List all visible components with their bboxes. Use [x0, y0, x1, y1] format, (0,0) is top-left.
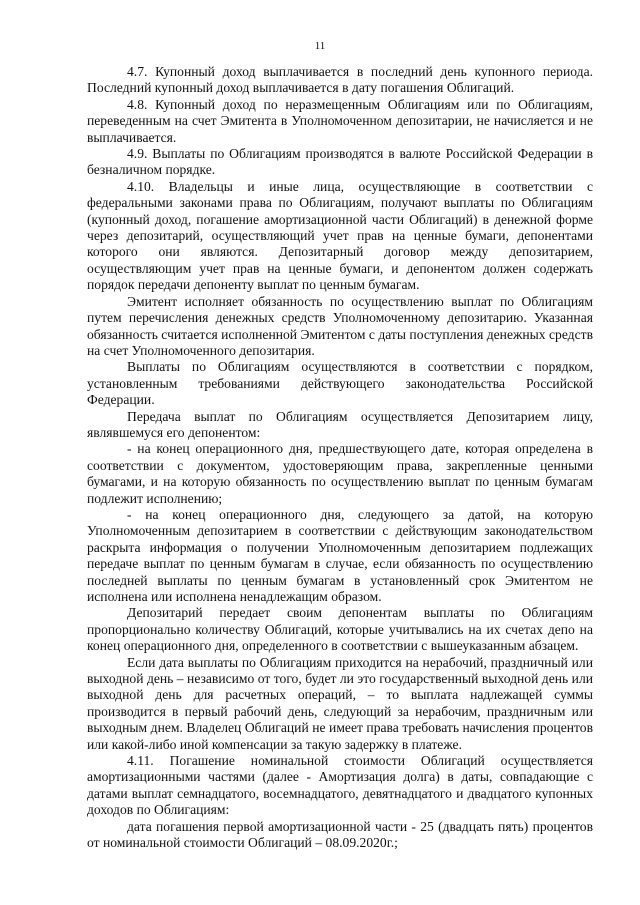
paragraph-issuer-obligation: Эмитент исполняет обязанность по осуществлению выплат по Облигациям путем перечисления денежных средств Уполномоченному депозитарию. Указанная обязанность считается исполненной Эмитентом с даты поступления денежных средств на счет Уполномоченного депозитария.: [87, 293, 593, 358]
document-body: [87, 64, 593, 852]
paragraph-4-11: 4.11. Погашение номинальной стоимости Облигаций осуществляется амортизационными частями (далее - Амортизация долга) в даты, совпадающие с датами выплат семнадцатого, восемнадцатого, девятнадцатого и двадцатого купонных доходов по Облигациям:: [87, 753, 593, 818]
paragraph-depositary-transfer: Депозитарий передает своим депонентам выплаты по Облигациям пропорционально количеству Облигаций, которые учитывались на их счетах депо на конец операционного дня, определенного в соответствии с вышеуказанным абзацем.: [87, 605, 593, 654]
paragraph-payments-order: Выплаты по Облигациям осуществляются в соответствии с порядком, установленным требованиями действующего законодательства Российской Федерации.: [87, 359, 593, 408]
paragraph-4-10: 4.10. Владельцы и иные лица, осуществляющие в соответствии с федеральными законами права по Облигациям, получают выплаты по Облигациям (купонный доход, погашение амортизационной части Облигаций) в денежной форме через депозитарий, осуществляющий учет прав на ценные бумаги, депонентами которого они являются. Депозитарный договор между депозитарием, осуществляющим учет прав на ценные бумаги, и депонентом должен содержать порядок передачи депоненту выплат по ценным бумагам.: [87, 178, 593, 293]
paragraph-4-7: 4.7. Купонный доход выплачивается в последний день купонного периода. Последний купонный доход выплачивается в дату погашения Облигаций.: [87, 64, 593, 96]
paragraph-first-amortization: дата погашения первой амортизационной части - 25 (двадцать пять) процентов от номинальной стоимости Облигаций – 08.09.2020г.;: [87, 818, 593, 851]
paragraph-transfer-intro: Передача выплат по Облигациям осуществляется Депозитарием лицу, являвшемуся его депонентом:: [87, 408, 593, 440]
paragraph-non-working-day: Если дата выплаты по Облигациям приходится на нерабочий, праздничный или выходной день – независимо от того, будет ли это государственный выходной день или выходной день для расчетных операций, – то выплата надлежащей суммы производится в первый рабочий день, следующий за нерабочим, праздничным или выходным днем. Владелец Облигаций не имеет права требовать начисления процентов или какой-либо иной компенсации за такую задержку в платеже.: [87, 654, 593, 752]
list-item-end-of-day-after: - на конец операционного дня, следующего за датой, на которую Уполномоченным депозитарием в соответствии с действующим законодательством раскрыта информация о получении Уполномоченным депозитарием подлежащих передаче выплат по ценным бумагам в случае, если обязанность по осуществлению последней выплаты по ценным бумагам в установленный срок Эмитентом не исполнена или исполнена ненадлежащим образом.: [87, 506, 593, 604]
paragraph-4-9: 4.9. Выплаты по Облигациям производятся в валюте Российской Федерации в безналичном порядке.: [87, 146, 593, 178]
paragraph-4-8: 4.8. Купонный доход по неразмещенным Облигациям или по Облигациям, переведенным на счет Эмитента в Уполномоченном депозитарии, не начисляется и не выплачивается.: [87, 96, 593, 145]
page-number: 11: [314, 40, 326, 52]
list-item-end-of-day-before: - на конец операционного дня, предшествующего дате, которая определена в соответствии с документом, удостоверяющим права, закрепленные ценными бумагами, и на которую обязанность по осуществлению выплат по ценным бумагам подлежит исполнению;: [87, 441, 593, 506]
